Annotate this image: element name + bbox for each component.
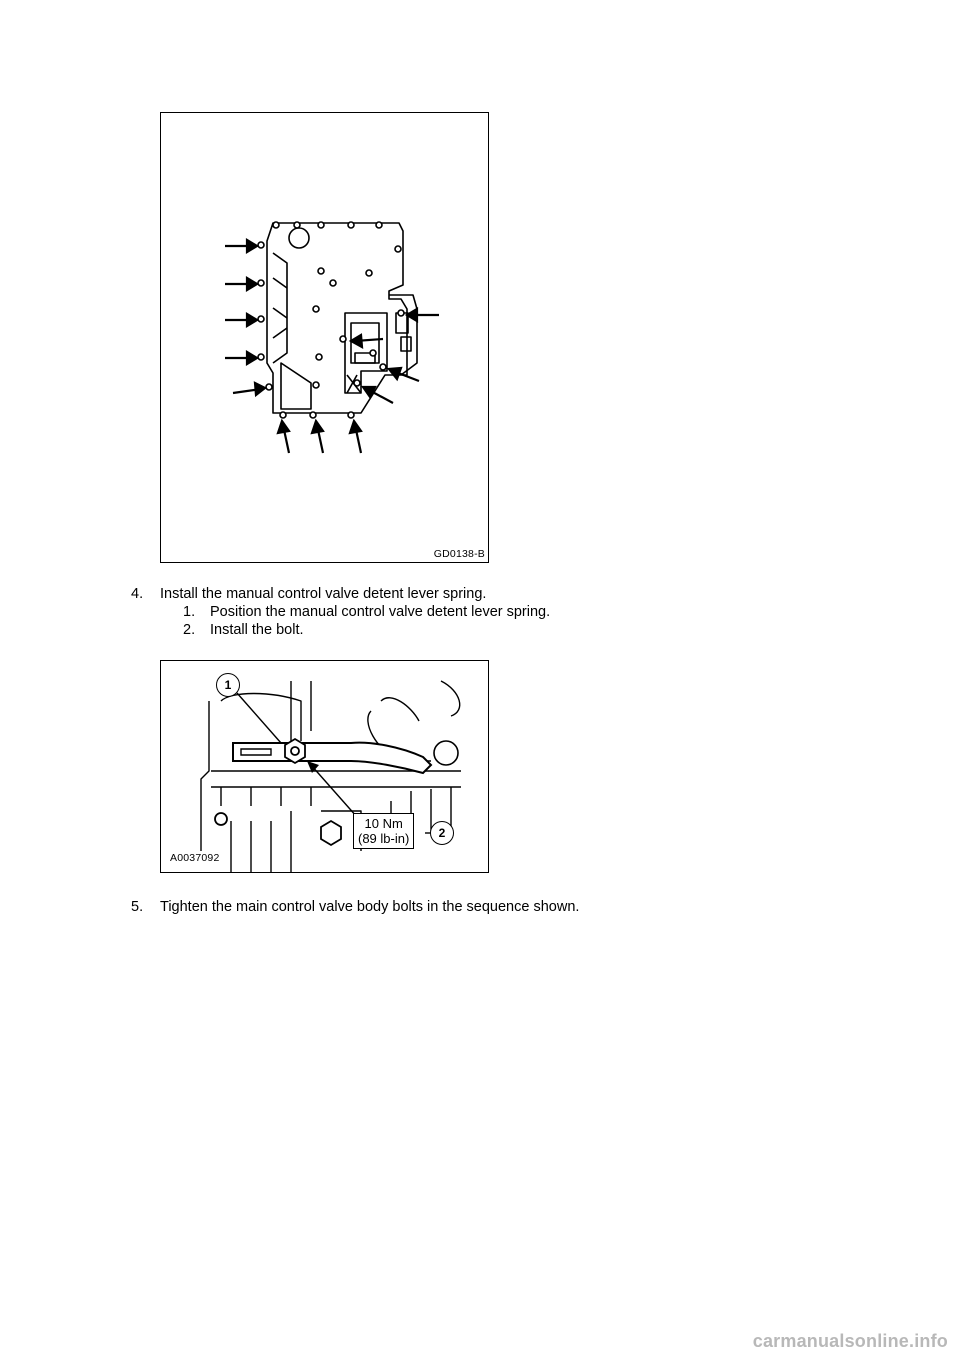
- substep-2: [183, 621, 304, 639]
- step-text: Tighten the main control valve body bolts in the sequence shown.: [160, 899, 580, 915]
- callout-1: 1: [216, 673, 240, 697]
- valve-body-bolt-diagram: [160, 112, 489, 563]
- step-5: [131, 898, 579, 916]
- substep-text: Install the bolt.: [210, 622, 304, 638]
- torque-nm: 10 Nm: [364, 816, 403, 831]
- substep-number: 2.: [183, 622, 196, 638]
- substep-number: 1.: [183, 604, 196, 620]
- torque-spec-label: [353, 813, 414, 849]
- substep-1: [183, 603, 550, 621]
- figure-code: A0037092: [170, 852, 220, 864]
- detent-lever-spring-diagram: [160, 660, 489, 873]
- valve-body-illustration: [161, 113, 489, 563]
- figure-code: GD0138-B: [433, 548, 485, 560]
- callout-2: 2: [430, 821, 454, 845]
- step-4: [131, 585, 486, 603]
- torque-lbin: (89 lb-in): [358, 831, 410, 846]
- substep-text: Position the manual control valve detent lever spring.: [210, 604, 551, 620]
- step-text: Install the manual control valve detent lever spring.: [160, 586, 487, 602]
- watermark: carmanualsonline.info: [752, 1331, 948, 1351]
- step-number: 4.: [131, 586, 144, 602]
- step-number: 5.: [131, 899, 144, 915]
